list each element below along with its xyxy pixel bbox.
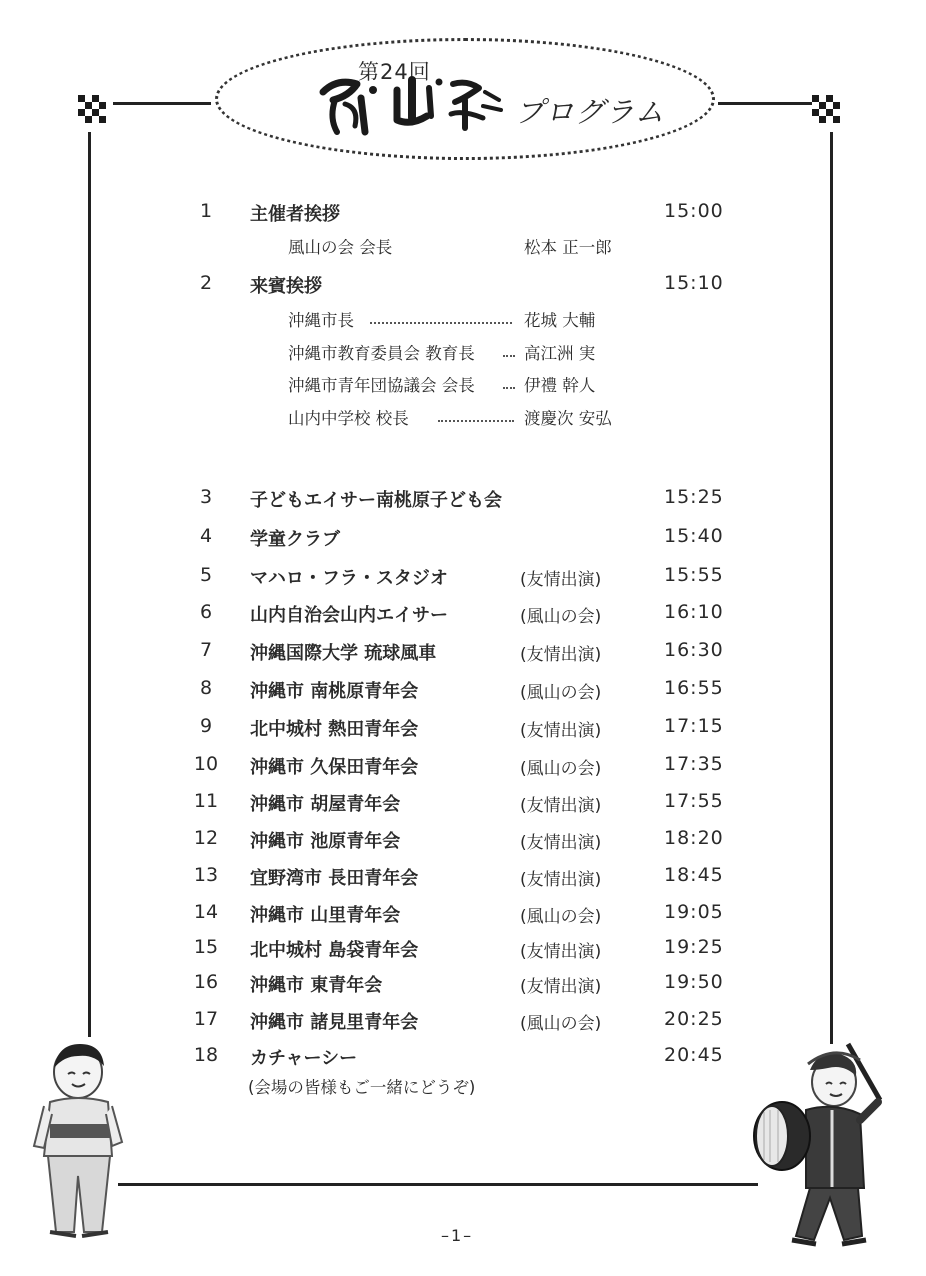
speaker-role: 沖縄市長 xyxy=(288,311,354,330)
item-number: 6 xyxy=(199,601,213,623)
item-title: 子どもエイサー南桃原子ども会 xyxy=(250,490,502,511)
speaker-name: 渡慶次 安弘 xyxy=(524,409,612,428)
checker-ornament-left xyxy=(78,95,106,123)
item-number: 15 xyxy=(193,936,219,958)
item-time: 15:40 xyxy=(664,525,724,547)
item-time: 20:45 xyxy=(664,1044,724,1066)
item-time: 18:45 xyxy=(664,864,724,886)
speaker-name: 伊禮 幹人 xyxy=(524,376,596,395)
item-title: 学童クラブ xyxy=(250,529,340,550)
frame-bottom-line xyxy=(118,1183,758,1186)
item-number: 7 xyxy=(199,639,213,661)
item-title: 沖縄国際大学 琉球風車 xyxy=(250,643,437,664)
speaker-name: 松本 正一郎 xyxy=(524,238,612,257)
item-tag: (友情出演) xyxy=(520,721,602,741)
item-number: 18 xyxy=(193,1044,219,1066)
item-tag: (友情出演) xyxy=(520,796,602,816)
item-number: 4 xyxy=(199,525,213,547)
item-time: 16:30 xyxy=(664,639,724,661)
item-title: 沖縄市 東青年会 xyxy=(250,975,383,996)
item-time: 19:50 xyxy=(664,971,724,993)
item-number: 17 xyxy=(193,1008,219,1030)
item-title: カチャーシー xyxy=(250,1048,358,1069)
item-time: 15:10 xyxy=(664,272,724,294)
item-title: 主催者挨拶 xyxy=(250,204,340,225)
leader-dots xyxy=(503,355,515,357)
leader-dots xyxy=(438,420,514,422)
item-tag: (友情出演) xyxy=(520,942,602,962)
item-number: 14 xyxy=(193,901,219,923)
item-tag: (友情出演) xyxy=(520,570,602,590)
item-time: 15:55 xyxy=(664,564,724,586)
item-time: 15:25 xyxy=(664,486,724,508)
taiko-drummer-illustration xyxy=(748,1040,898,1252)
speaker-role: 沖縄市青年団協議会 会長 xyxy=(288,376,475,395)
item-tag: (風山の会) xyxy=(520,907,602,927)
item-time: 16:10 xyxy=(664,601,724,623)
page-number: –1– xyxy=(441,1226,474,1245)
item-number: 2 xyxy=(199,272,213,294)
frame-right-line xyxy=(830,132,833,1044)
item-time: 19:05 xyxy=(664,901,724,923)
item-time: 20:25 xyxy=(664,1008,724,1030)
item-title: 北中城村 島袋青年会 xyxy=(250,940,419,961)
item-number: 9 xyxy=(199,715,213,737)
item-number: 10 xyxy=(193,753,219,775)
item-number: 1 xyxy=(199,200,213,222)
item-title: 沖縄市 山里青年会 xyxy=(250,905,401,926)
item-title: 来賓挨拶 xyxy=(250,276,322,297)
item-time: 15:00 xyxy=(664,200,724,222)
item-tag: (風山の会) xyxy=(520,1014,602,1034)
item-time: 16:55 xyxy=(664,677,724,699)
item-title: 沖縄市 南桃原青年会 xyxy=(250,681,419,702)
item-tag: (風山の会) xyxy=(520,607,602,627)
checker-ornament-right xyxy=(812,95,840,123)
item-time: 17:15 xyxy=(664,715,724,737)
item-title: 沖縄市 久保田青年会 xyxy=(250,757,419,778)
item-time: 17:55 xyxy=(664,790,724,812)
item-title: 沖縄市 胡屋青年会 xyxy=(250,794,401,815)
finale-note: (会場の皆様もご一緒にどうぞ) xyxy=(248,1078,476,1097)
speaker-name: 高江洲 実 xyxy=(524,344,596,363)
frame-top-left-line xyxy=(113,102,211,105)
item-time: 18:20 xyxy=(664,827,724,849)
item-tag: (友情出演) xyxy=(520,833,602,853)
item-title: 宜野湾市 長田青年会 xyxy=(250,868,419,889)
item-number: 3 xyxy=(199,486,213,508)
speaker-role: 山内中学校 校長 xyxy=(288,409,409,428)
item-time: 19:25 xyxy=(664,936,724,958)
leader-dots xyxy=(503,387,515,389)
item-tag: (友情出演) xyxy=(520,645,602,665)
item-tag: (風山の会) xyxy=(520,683,602,703)
item-title: 沖縄市 諸見里青年会 xyxy=(250,1012,419,1033)
item-tag: (友情出演) xyxy=(520,870,602,890)
festival-logo xyxy=(315,70,510,140)
speaker-name: 花城 大輔 xyxy=(524,311,596,330)
program-title: プログラム xyxy=(515,95,665,129)
item-tag: (友情出演) xyxy=(520,977,602,997)
speaker-role: 風山の会 会長 xyxy=(288,238,393,257)
item-tag: (風山の会) xyxy=(520,759,602,779)
leader-dots xyxy=(370,322,512,324)
item-number: 12 xyxy=(193,827,219,849)
speaker-role: 沖縄市教育委員会 教育長 xyxy=(288,344,475,363)
item-title: マハロ・フラ・スタジオ xyxy=(250,568,448,589)
frame-left-line xyxy=(88,132,91,1037)
dancer-girl-illustration xyxy=(28,1036,128,1244)
item-number: 16 xyxy=(193,971,219,993)
item-number: 11 xyxy=(193,790,219,812)
item-number: 13 xyxy=(193,864,219,886)
edition-label: 第24回 xyxy=(358,60,431,84)
item-time: 17:35 xyxy=(664,753,724,775)
item-title: 沖縄市 池原青年会 xyxy=(250,831,401,852)
item-title: 北中城村 熱田青年会 xyxy=(250,719,419,740)
item-number: 8 xyxy=(199,677,213,699)
item-number: 5 xyxy=(199,564,213,586)
frame-top-right-line xyxy=(718,102,812,105)
item-title: 山内自治会山内エイサー xyxy=(250,605,448,626)
